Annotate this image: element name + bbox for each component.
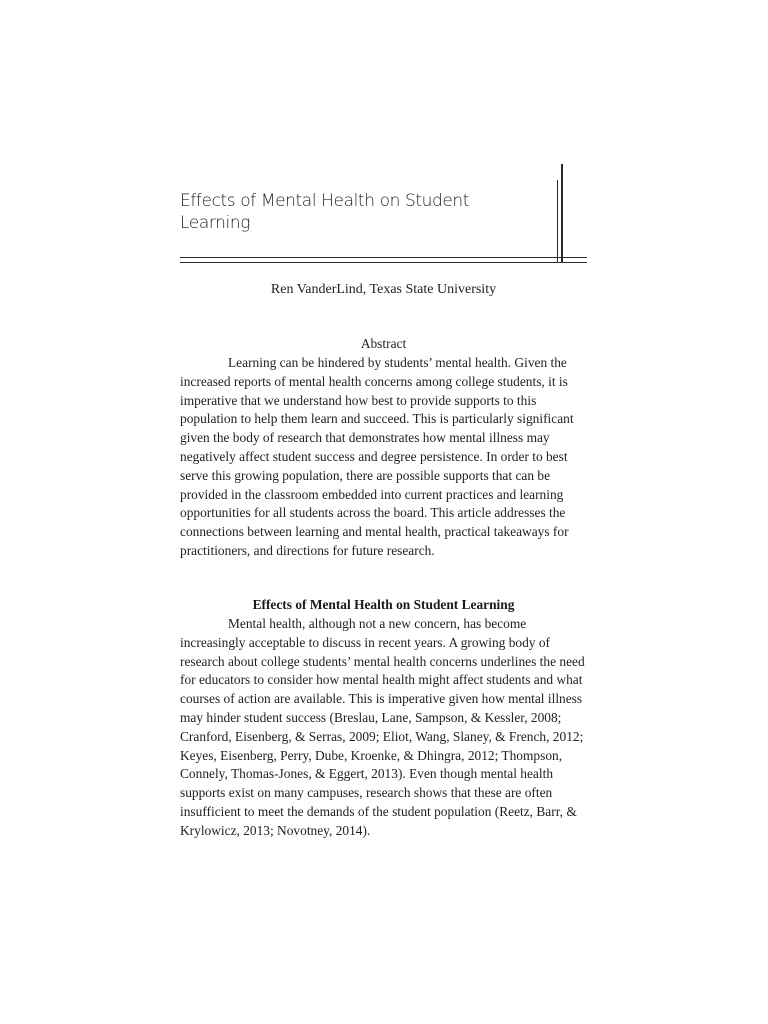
author-line: Ren VanderLind, Texas State University xyxy=(270,282,497,297)
article-title: Effects of Mental Health on Student Learning xyxy=(180,191,470,233)
abstract-heading: Abstract xyxy=(360,336,407,351)
title-vertical-rule-inner xyxy=(557,180,558,262)
title-vertical-rule-outer xyxy=(561,164,563,262)
title-horizontal-rule-lower xyxy=(180,262,587,263)
section-heading: Effects of Mental Health on Student Learning xyxy=(252,597,515,612)
section-paragraph: Mental health, although not a new concern, has become increasingly acceptable to discuss in recent years. A growing body of research about college students’ mental health concerns underlines the need for educators to consider how mental health might affect students and what courses of action are available. This is imperative given how mental illness may hinder student success (Breslau, Lane, Sampson, & Kessler, 2008; Cranford, Eisenberg, & Serras, 2009; Eliot, Wang, Slaney, & French, 2012; Keyes, Eisenberg, Perry, Dube, Kroenke, & Dhingra, 2012; Thompson, Connely, Thomas-Jones, & Eggert, 2013). Even though mental health supports exist on many campuses, research shows that these are often insufficient to meet the demands of the student population (Reetz, Barr, & Krylowicz, 2013; Novotney, 2014). xyxy=(180,616,585,838)
abstract-text: Learning can be hindered by students’ mental health. Given the increased reports of mental health concerns among college students, it is imperative that we understand how best to provide supports to this population to help them learn and succeed. This is particularly significant given the body of research that demonstrates how mental illness may negatively affect student success and degree persistence. In order to best serve this growing population, there are possible supports that can be provided in the classroom embedded into current practices and learning opportunities for all students across the board. This article addresses the connections between learning and mental health, practical takeaways for practitioners, and directions for future research. xyxy=(180,355,574,558)
title-horizontal-rule-upper xyxy=(180,257,587,258)
